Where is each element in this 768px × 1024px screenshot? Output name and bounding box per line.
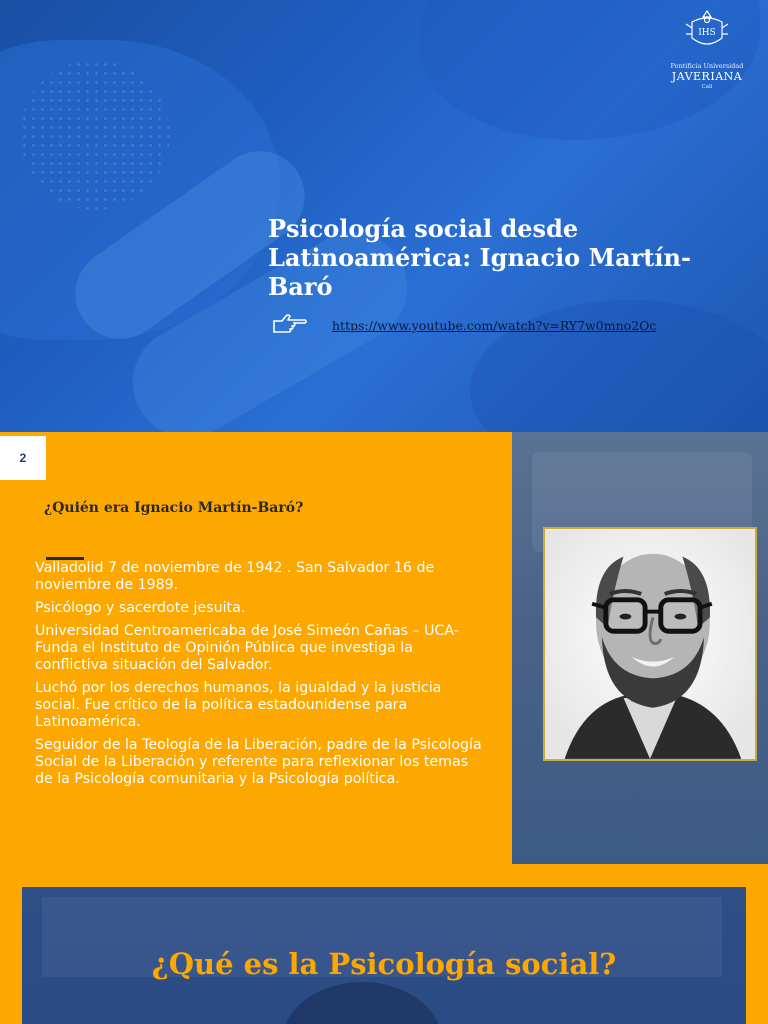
pointing-hand-icon: [272, 311, 308, 337]
logo-line1: Pontificia Universidad: [670, 62, 744, 70]
topic-panel: [22, 887, 746, 1024]
bio-panel: [0, 432, 512, 864]
list-item: Valladolid 7 de noviembre de 1942 . San Salvador 16 de noviembre de 1989.: [35, 560, 435, 593]
list-item: Seguidor de la Teología de la Liberación, padre de la Psicología Social de la Liberación y referente para reflexionar los temas de la Psicología comunitaria y la Psicología política.: [35, 737, 482, 787]
logo-name: JAVERIANA: [671, 70, 743, 83]
slide-title: Psicología social desde Latinoamérica: Ignacio Martín-Baró: [268, 214, 691, 301]
topic-title: ¿Qué es la Psicología social?: [151, 947, 617, 981]
page-number-badge: 2: [0, 436, 46, 480]
video-link[interactable]: https://www.youtube.com/watch?v=RY7w0mno2Oc: [332, 318, 657, 333]
topic-slide: [0, 864, 768, 1024]
title-slide: [0, 0, 768, 432]
bio-heading: ¿Quién era Ignacio Martín-Baró?: [44, 500, 304, 516]
portrait-image: [545, 529, 755, 759]
bio-list: [35, 560, 487, 794]
university-logo: [662, 8, 752, 91]
university-seal-icon: [678, 8, 736, 54]
bio-slide: [0, 432, 768, 864]
list-item: Luchó por los derechos humanos, la igualdad y la justicia social. Fue crítico de la política estadounidense para Latinoamérica.: [35, 680, 442, 730]
list-item: Universidad Centroamericaba de José Simeón Cañas – UCA- Funda el Instituto de Opinión Pública que investiga la conflictiva situación del Salvador.: [35, 623, 459, 673]
portrait-photo: [543, 527, 757, 761]
svg-text:IHS: IHS: [698, 28, 716, 38]
list-item: Psicólogo y sacerdote jesuita.: [35, 600, 246, 616]
logo-city: Cali: [701, 84, 713, 90]
background-dot-pattern: [20, 60, 170, 210]
